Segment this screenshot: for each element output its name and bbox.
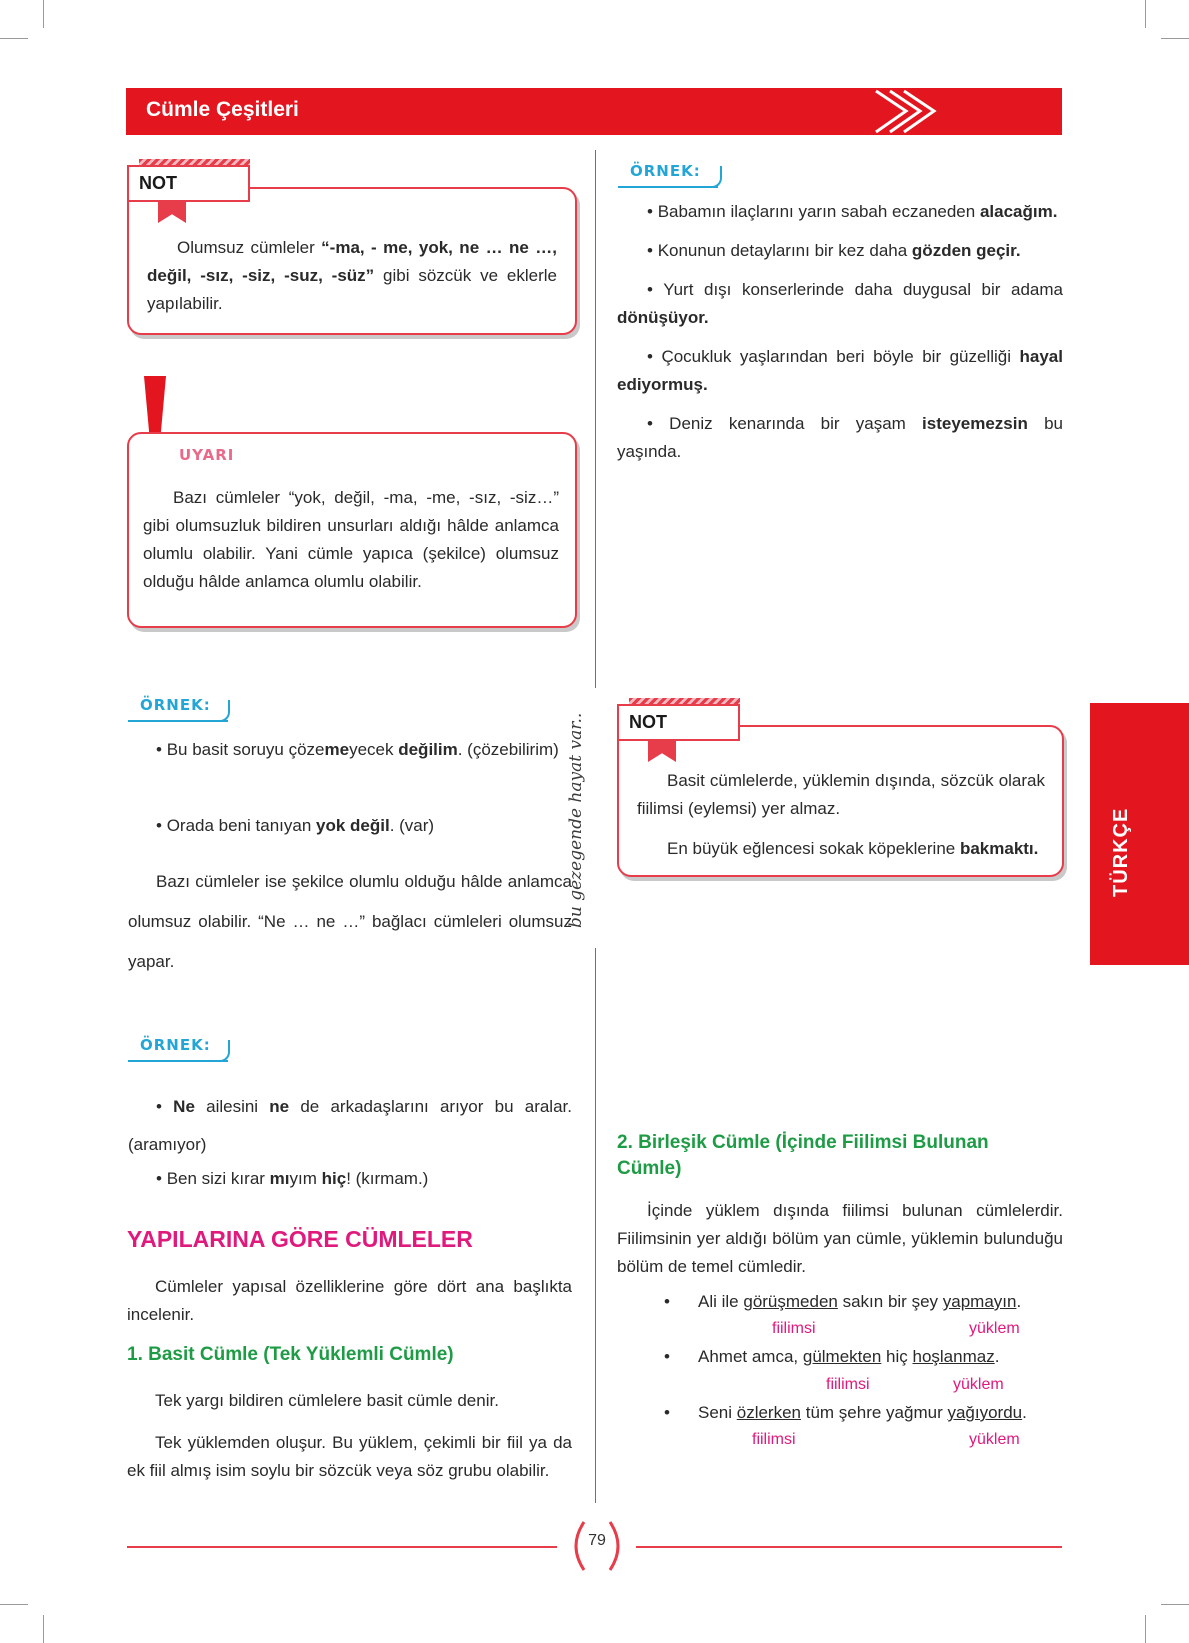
example-bullet: • [664,1292,670,1311]
example-sentence: Ali ile görüşmeden sakın bir şey yapmayın. [698,1292,1022,1311]
crop-mark [1145,1615,1146,1643]
example-sentence: Ahmet amca, gülmekten hiç hoşlanmaz. [698,1347,1000,1366]
note-example: En büyük eğlencesi sokak köpeklerine bakmaktı. [667,839,1039,858]
paragraph: Tek yargı bildiren cümlelere basit cümle denir. [155,1391,499,1410]
crop-mark [1161,1604,1189,1605]
section-title: YAPILARINA GÖRE CÜMLELER [127,1226,473,1252]
note-box [127,187,577,335]
page-number: 79 [588,1532,606,1549]
example-item: • Babamın ilaçlarını yarın sabah eczaneden alacağım. [647,202,1058,221]
example-bullet: • [664,1403,670,1422]
subsection-title: 1. Basit Cümle (Tek Yüklemli Cümle) [127,1344,454,1365]
chevron-arrows-icon [856,88,1062,135]
crop-mark [43,0,44,28]
example-item: • Ne ailesini ne de arkadaşlarını arıyor bu aralar. (aramıyor) [128,1097,572,1154]
example-label: ÖRNEK: [630,162,701,180]
example-list [617,198,1063,466]
example-label: ÖRNEK: [140,696,211,714]
fiilimsi-label: fiilimsi [752,1431,796,1448]
note-tag: NOT [617,704,740,741]
paragraph: İçinde yüklem dışında fiilimsi bulunan cümlelerdir. Fiilimsinin yer aldığı bölüm yan cümle, yüklemin bulunduğu bölüm de temel cümledir. [617,1201,1063,1276]
crop-mark [43,1615,44,1643]
example-item: • Orada beni tanıyan yok değil. (var) [156,816,435,835]
paragraph: Bazı cümleler ise şekilce olumlu olduğu hâlde anlamca olumsuz olabilir. “Ne … ne …” bağlacı cümleleri olumsuz yapar. [128,872,572,971]
example-item: • Çocukluk yaşlarından beri böyle bir güzelliği hayal ediyormuş. [617,347,1063,394]
slogan: bu gezegende hayat var.. [566,712,586,928]
warning-box [127,432,577,628]
crop-mark [1161,38,1189,39]
warning-text: Bazı cümleler “yok, değil, -ma, -me, -sız, -siz…” gibi olumsuzluk bildiren unsurları aldığı hâlde anlamca olumlu olabilir. Yani cümle yapıca (şekilce) olumsuz olduğu hâlde anlamca olumlu olabilir. [143,488,559,591]
column-divider [595,150,596,688]
example-item: • Bu basit soruyu çözemeyecek değilim. (çözebilirim) [156,740,559,759]
example-hook [710,166,722,188]
yuklem-label: yüklem [969,1431,1020,1448]
note-tag: NOT [127,165,250,202]
yuklem-label: yüklem [953,1376,1004,1393]
chapter-header [126,88,1062,135]
crop-mark [0,1604,28,1605]
fiilimsi-label: fiilimsi [826,1376,870,1393]
note-text: Basit cümlelerde, yüklemin dışında, sözcük olarak fiilimsi (eylemsi) yer almaz. [637,771,1045,818]
subject-label: TÜRKÇE [1110,807,1132,897]
crop-mark [1145,0,1146,28]
note-text: Olumsuz cümleler “-ma, - me, yok, ne … ne …, değil, -sız, -siz, -suz, -süz” gibi sözcük ve eklerle yapılabilir. [147,238,557,313]
example-item: • Deniz kenarında bir yaşam isteyemezsin bu yaşında. [617,414,1063,461]
example-underline [618,186,718,188]
example-label: ÖRNEK: [140,1036,211,1054]
example-item: • Yurt dışı konserlerinde daha duygusal bir adama dönüşüyor. [617,280,1063,327]
subsection-title: 2. Birleşik Cümle (İçinde Fiilimsi Bulunan Cümle) [617,1132,989,1179]
paragraph: Cümleler yapısal özelliklerine göre dört ana başlıkta incelenir. [127,1277,572,1324]
note-box [617,725,1064,877]
example-sentence: Seni özlerken tüm şehre yağmur yağıyordu. [698,1403,1027,1422]
chapter-title: Cümle Çeşitleri [146,98,299,121]
example-underline [128,720,228,722]
warning-tag: UYARI [179,446,235,464]
yuklem-label: yüklem [969,1320,1020,1337]
footer-line [636,1546,1062,1548]
example-item: • Ben sizi kırar mıyım hiç! (kırmam.) [156,1169,429,1188]
example-underline [128,1060,228,1062]
example-bullet: • [664,1347,670,1366]
example-hook [218,700,230,722]
column-divider [595,948,596,1503]
fiilimsi-label: fiilimsi [772,1320,816,1337]
crop-mark [0,38,28,39]
example-hook [218,1040,230,1062]
footer-line [127,1546,557,1548]
example-item: • Konunun detaylarını bir kez daha gözden geçir. [647,241,1021,260]
paragraph: Tek yüklemden oluşur. Bu yüklem, çekimli bir fiil ya da ek fiil almış isim soylu bir sözcük veya söz grubu olabilir. [127,1433,572,1480]
